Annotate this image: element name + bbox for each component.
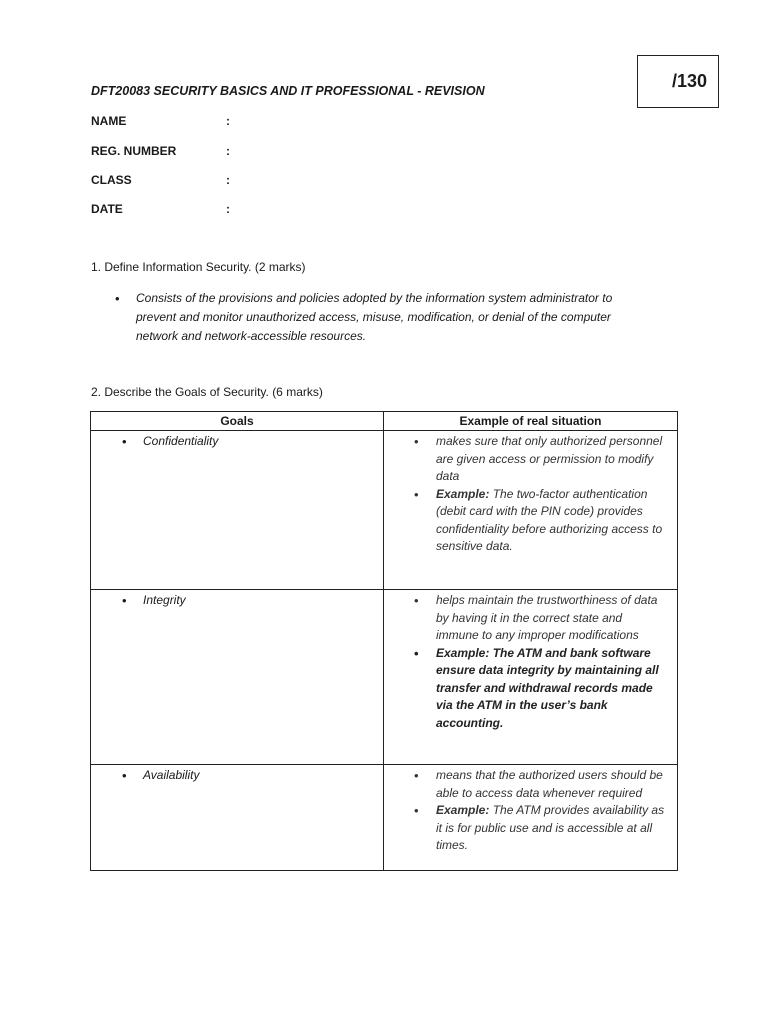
field-name-label: NAME bbox=[91, 114, 127, 128]
goal-item bbox=[122, 433, 383, 450]
goal-label: Confidentiality bbox=[143, 434, 219, 448]
description-item bbox=[414, 433, 667, 486]
goal-cell bbox=[91, 590, 384, 765]
question-1-answer bbox=[115, 289, 655, 346]
example-item bbox=[414, 645, 667, 733]
bullet-icon: • bbox=[122, 434, 127, 449]
table-row bbox=[91, 765, 678, 871]
example-label: Example: bbox=[436, 486, 490, 501]
bullet-icon: • bbox=[122, 768, 127, 783]
description-text: makes sure that only authorized personnel are given access or permission to modify data bbox=[436, 434, 663, 483]
bullet-icon: • bbox=[414, 768, 419, 783]
field-class-label: CLASS bbox=[91, 173, 132, 187]
goal-cell bbox=[91, 431, 384, 590]
table-row bbox=[91, 590, 678, 765]
bullet-icon: • bbox=[414, 593, 419, 608]
goal-cell bbox=[91, 765, 384, 871]
total-score: /130 bbox=[672, 71, 708, 91]
question-1: 1. Define Information Security. (2 marks) bbox=[91, 260, 306, 274]
bullet-icon: • bbox=[115, 291, 120, 306]
example-text: The ATM provides availability as it is for public use and is accessible at all times. bbox=[436, 803, 665, 852]
column-header-goals: Goals bbox=[91, 412, 384, 431]
example-cell bbox=[384, 590, 678, 765]
example-item bbox=[414, 486, 667, 556]
field-reg-number-colon: : bbox=[226, 144, 230, 158]
example-label: Example: bbox=[436, 803, 490, 817]
field-date-colon: : bbox=[226, 202, 230, 216]
answer-text: Consists of the provisions and policies adopted by the information system administrator to prevent and monitor unauthorized access, misuse, modification, or denial of the computer network and network-accessible resources. bbox=[136, 291, 613, 343]
description-text: means that the authorized users should be able to access data whenever required bbox=[436, 768, 663, 800]
description-text: helps maintain the trustworthiness of data by having it in the correct state and immune to any improper modifications bbox=[436, 593, 658, 642]
goal-label: Integrity bbox=[143, 593, 186, 607]
example-text: The two-factor authentication (debit card with the PIN code) provides confidentiality before authorizing access to sensitive data. bbox=[436, 486, 663, 553]
example-text: The ATM and bank software ensure data integrity by maintaining all transfer and withdrawal records made via the ATM in the user’s bank accounting. bbox=[436, 645, 659, 730]
bullet-icon: • bbox=[414, 645, 419, 661]
goal-label: Availability bbox=[143, 768, 200, 782]
field-class-colon: : bbox=[226, 173, 230, 187]
field-reg-number-label: REG. NUMBER bbox=[91, 144, 177, 158]
example-label: Example: bbox=[436, 645, 490, 660]
example-item bbox=[414, 802, 667, 855]
description-item bbox=[414, 592, 667, 645]
bullet-icon: • bbox=[414, 486, 419, 502]
question-2: 2. Describe the Goals of Security. (6 marks) bbox=[91, 385, 323, 399]
description-item bbox=[414, 767, 667, 802]
goals-table bbox=[90, 411, 678, 871]
example-cell bbox=[384, 765, 678, 871]
field-name-colon: : bbox=[226, 114, 230, 128]
bullet-icon: • bbox=[122, 593, 127, 608]
table-row bbox=[91, 431, 678, 590]
document-title: DFT20083 SECURITY BASICS AND IT PROFESSIONAL - REVISION bbox=[91, 84, 485, 98]
bullet-icon: • bbox=[414, 434, 419, 449]
table-header-row bbox=[91, 412, 678, 431]
goal-item bbox=[122, 767, 383, 784]
goal-item bbox=[122, 592, 383, 609]
column-header-example: Example of real situation bbox=[384, 412, 678, 431]
example-cell bbox=[384, 431, 678, 590]
field-date-label: DATE bbox=[91, 202, 123, 216]
bullet-icon: • bbox=[414, 803, 419, 818]
